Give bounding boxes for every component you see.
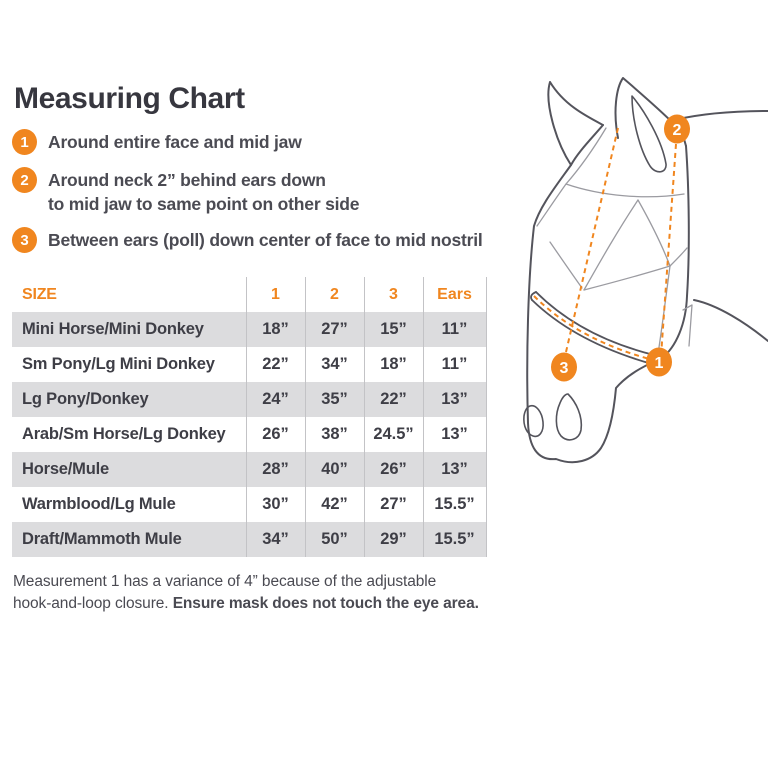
size-cell: Horse/Mule xyxy=(12,452,246,487)
m1-cell: 22” xyxy=(246,347,305,382)
cheek-outline xyxy=(662,146,689,358)
ears-cell: 11” xyxy=(423,347,486,382)
marker-3-label: 3 xyxy=(559,360,569,377)
ears-cell: 15.5” xyxy=(423,487,486,522)
head-outline xyxy=(527,125,658,462)
m2-cell: 50” xyxy=(305,522,364,557)
col-header-1: 1 xyxy=(246,277,305,312)
neck-bottom-line xyxy=(694,300,768,341)
instruction-1-text: Around entire face and mid jaw xyxy=(48,132,302,152)
m1-cell: 18” xyxy=(246,312,305,347)
horse-fly-mask-diagram xyxy=(506,38,768,480)
m3-cell: 22” xyxy=(364,382,423,417)
size-cell: Sm Pony/Lg Mini Donkey xyxy=(22,355,215,373)
m3-cell: 24.5” xyxy=(364,417,423,452)
table-row xyxy=(12,452,486,487)
table-row xyxy=(12,522,486,557)
m2-cell: 34” xyxy=(305,347,364,382)
marker-2-label: 2 xyxy=(672,122,682,139)
instruction-item-1 xyxy=(12,129,302,155)
m1-cell: 28” xyxy=(246,452,305,487)
neck-top-line xyxy=(674,111,768,120)
m1-cell: 26” xyxy=(246,417,305,452)
m2-cell: 38” xyxy=(305,417,364,452)
ears-cell: 13” xyxy=(423,452,486,487)
m3-cell: 27” xyxy=(364,487,423,522)
step-2-badge: 2 xyxy=(12,167,37,193)
size-table xyxy=(12,277,487,557)
footnote-line1: Measurement 1 has a variance of 4” because of the adjustable xyxy=(13,573,437,590)
size-cell: Arab/Sm Horse/Lg Donkey xyxy=(22,425,226,443)
col-header-3: 3 xyxy=(364,277,423,312)
instruction-item-3 xyxy=(12,227,483,253)
size-cell: Draft/Mammoth Mule xyxy=(12,522,246,557)
m2-cell: 27” xyxy=(305,312,364,347)
m3-cell: 26” xyxy=(364,452,423,487)
m2-cell: 42” xyxy=(305,487,364,522)
m3-cell: 18” xyxy=(364,347,423,382)
footnote xyxy=(13,571,525,614)
m1-cell: 24” xyxy=(246,382,305,417)
m2-cell: 40” xyxy=(305,452,364,487)
m2-cell: 35” xyxy=(305,382,364,417)
left-ear xyxy=(548,82,603,165)
step-3-badge: 3 xyxy=(12,227,37,253)
col-header-size: SIZE xyxy=(22,285,57,303)
table-row xyxy=(12,312,486,347)
m1-cell: 30” xyxy=(246,487,305,522)
table-header-row xyxy=(12,277,486,312)
size-cell: Mini Horse/Mini Donkey xyxy=(12,312,246,347)
table-row xyxy=(12,487,486,522)
step-1-badge: 1 xyxy=(12,129,37,155)
ears-cell: 11” xyxy=(423,312,486,347)
page-title: Measuring Chart xyxy=(14,82,245,115)
m3-cell: 15” xyxy=(364,312,423,347)
table-row xyxy=(12,382,486,417)
instruction-2-text xyxy=(48,167,359,216)
marker-1-label: 1 xyxy=(654,355,664,372)
ears-cell: 13” xyxy=(423,417,486,452)
instruction-2-line2: to mid jaw to same point on other side xyxy=(48,194,360,214)
footnote-line2: hook-and-loop closure. xyxy=(13,594,173,612)
m1-cell: 34” xyxy=(246,522,305,557)
ears-cell: 15.5” xyxy=(423,522,486,557)
instruction-2-line1: Around neck 2” behind ears down xyxy=(48,170,326,190)
size-cell: Warmblood/Lg Mule xyxy=(22,495,176,513)
table-row xyxy=(12,417,486,452)
right-ear-inner xyxy=(632,96,666,172)
col-header-ears: Ears xyxy=(423,277,486,312)
col-header-2: 2 xyxy=(305,277,364,312)
footnote-warning: Ensure mask does not touch the eye area. xyxy=(172,594,479,612)
ears-cell: 13” xyxy=(423,382,486,417)
instruction-3-text: Between ears (poll) down center of face to mid nostril xyxy=(48,230,483,250)
instruction-item-2 xyxy=(12,167,359,216)
m3-cell: 29” xyxy=(364,522,423,557)
table-row xyxy=(12,347,486,382)
size-cell: Lg Pony/Donkey xyxy=(12,382,246,417)
right-nostril xyxy=(556,394,581,440)
